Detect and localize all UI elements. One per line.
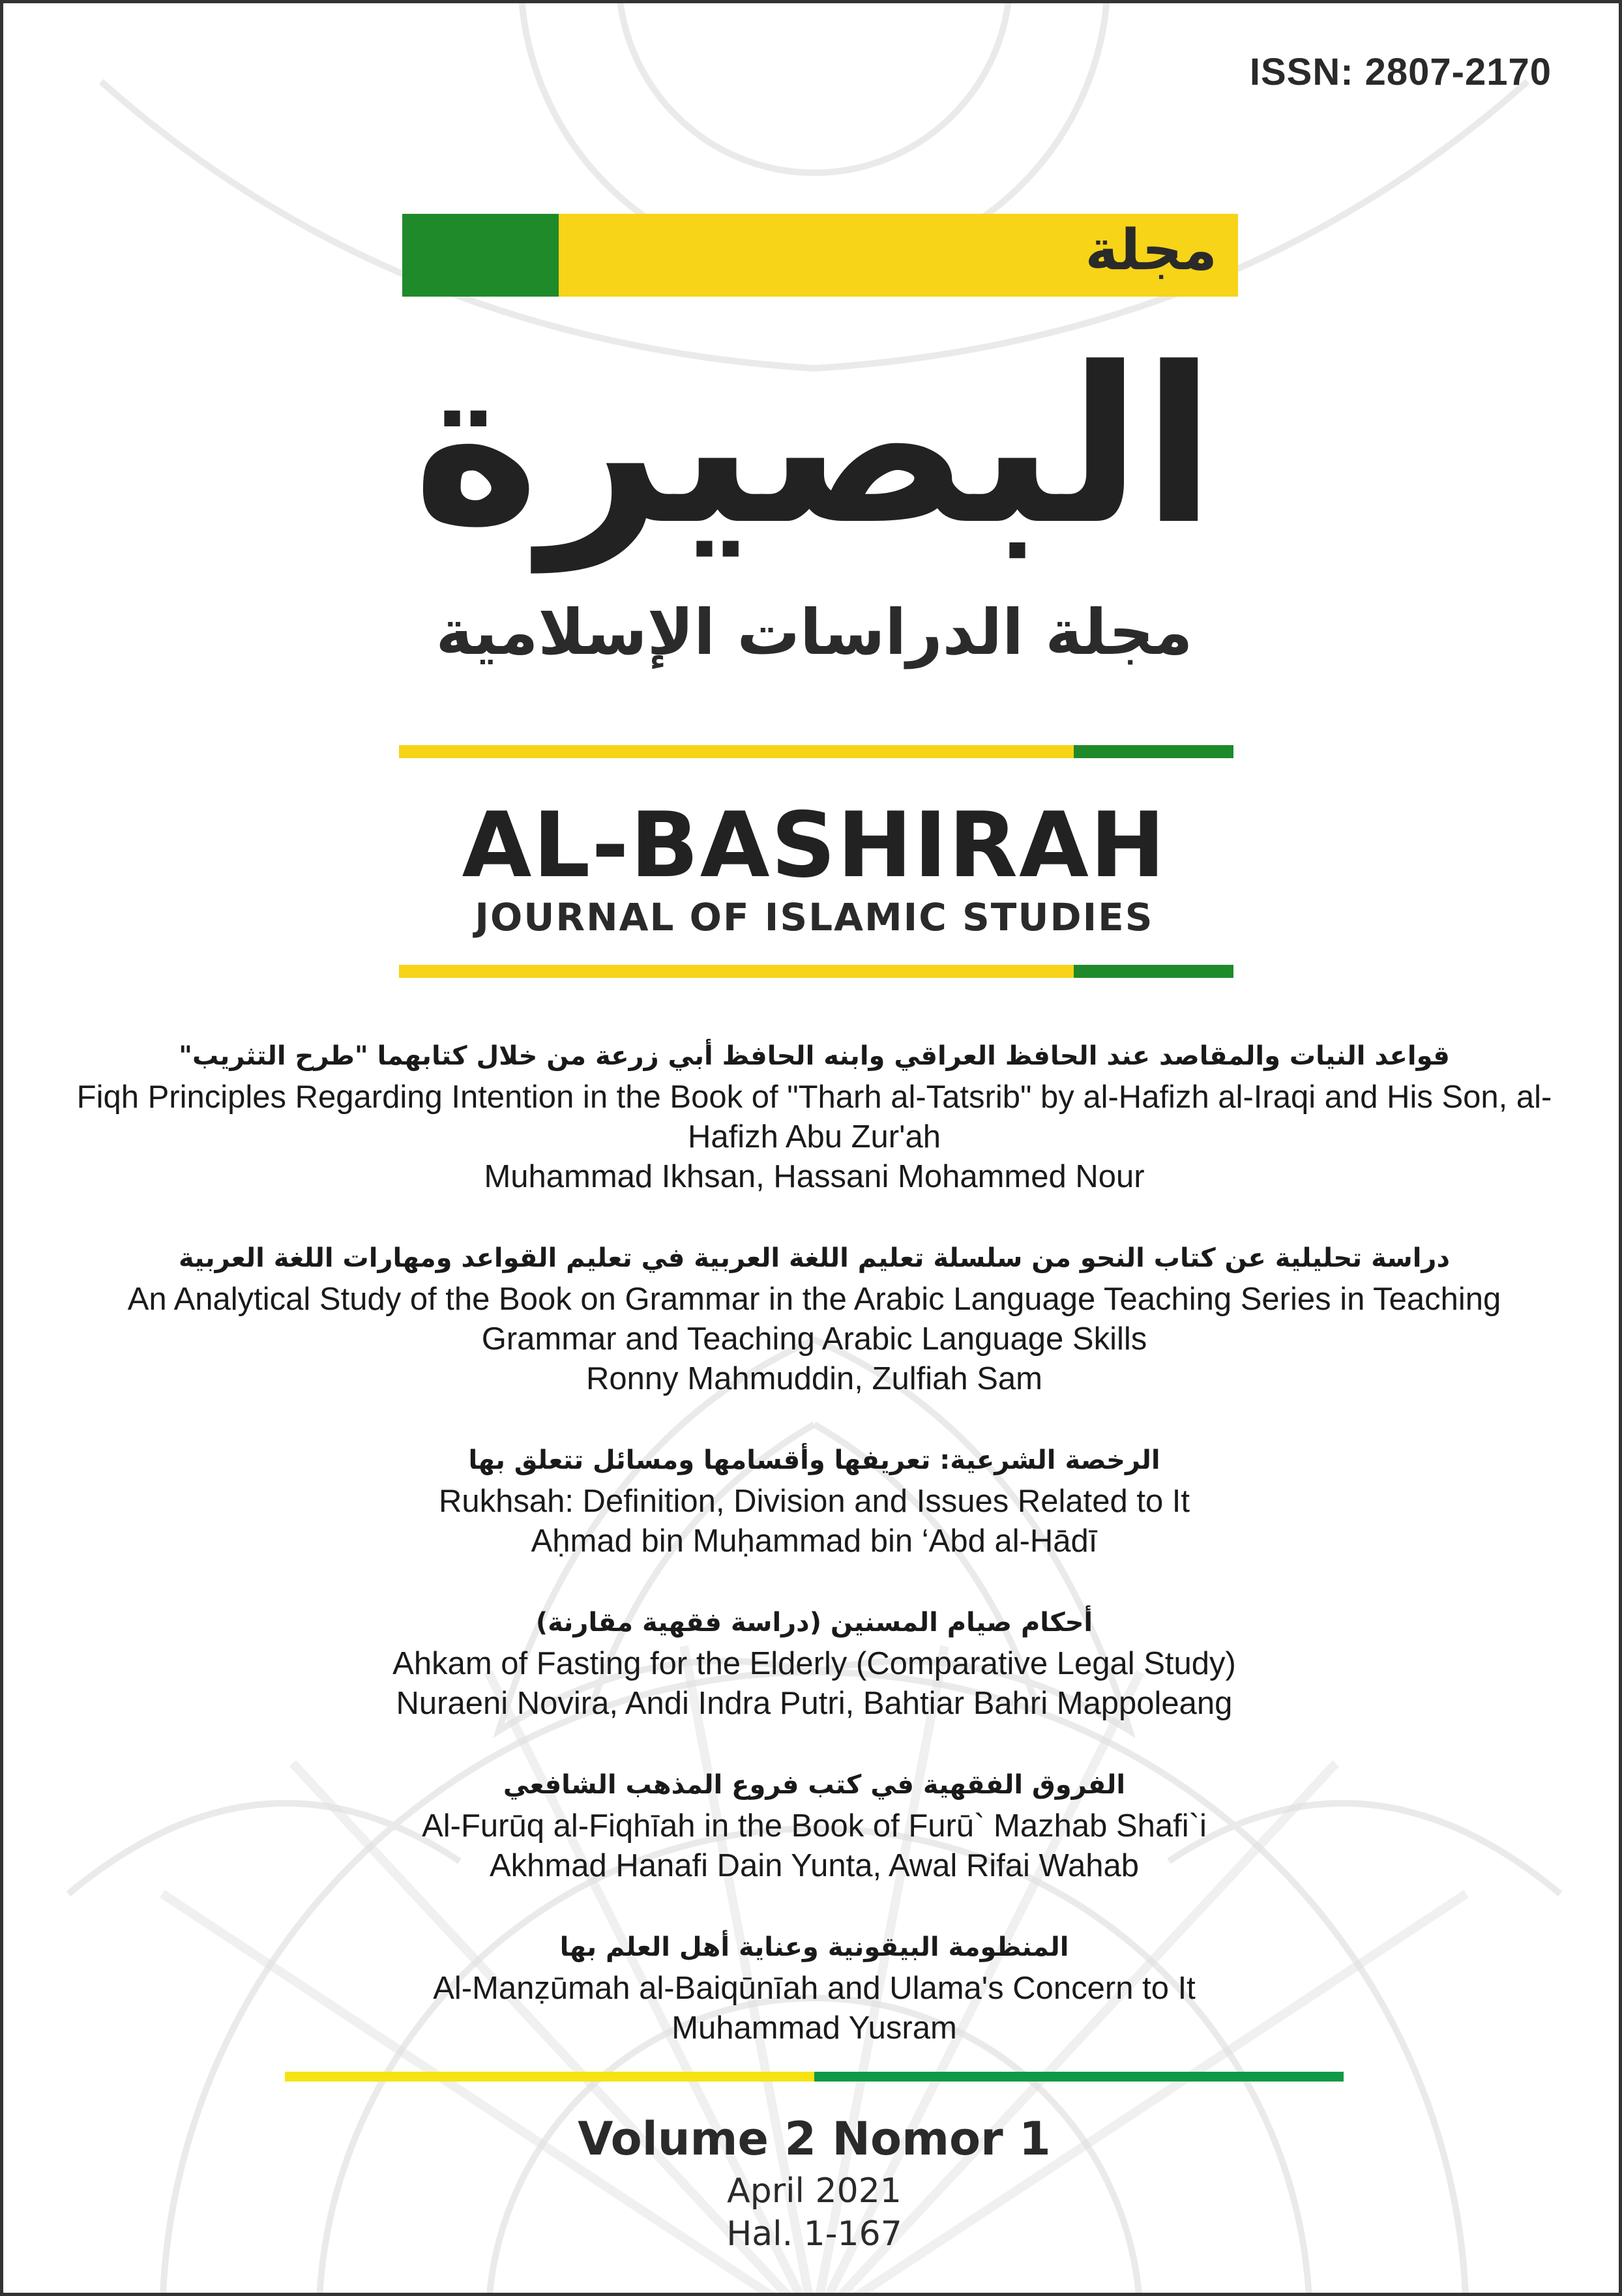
article-title-arabic: الرخصة الشرعية: تعريفها وأقسامها ومسائل تتعلق بها (468, 1445, 1160, 1475)
article-title-english: Al-Manẓūmah al-Baiqūnīah and Ulama's Concern to It (433, 1971, 1196, 2006)
journal-title-arabic: البصيرة (413, 321, 1216, 572)
issue-pages: Hal. 1-167 (726, 2215, 902, 2254)
article-title-arabic: أحكام صيام المسنين (دراسة فقهية مقارنة) (535, 1608, 1093, 1638)
article-title-english: Fiqh Principles Regarding Intention in the Book of "Tharh al-Tatsrib" by al-Hafizh al-Iraqi and His Son, al-Hafizh Abu Zur'ah (76, 1080, 1552, 1155)
article-authors: Muhammad Yusram (671, 2010, 957, 2046)
article-title-arabic: الفروق الفقهية في كتب فروع المذهب الشافعي (503, 1770, 1126, 1800)
article-authors: Ronny Mahmuddin, Zulfiah Sam (586, 1361, 1042, 1396)
journal-label-arabic: مجلة (1085, 218, 1217, 283)
article-authors: Nuraeni Novira, Andi Indra Putri, Bahtiar Bahri Mappoleang (396, 1686, 1233, 1721)
journal-subtitle-english: JOURNAL OF ISLAMIC STUDIES (475, 895, 1154, 939)
article-title-arabic: دراسة تحليلية عن كتاب النحو من سلسلة تعليم اللغة العربية في تعليم القواعد ومهارات اللغة العربية (179, 1243, 1450, 1273)
journal-subtitle-arabic: مجلة الدراسات الإسلامية (435, 596, 1193, 669)
divider-stripe-bottom (285, 2072, 1344, 2082)
logo-yellow-block (559, 214, 1238, 297)
article-title-english: Rukhsah: Definition, Division and Issues Related to It (438, 1484, 1190, 1519)
article-entry (68, 1601, 1560, 1724)
article-entry (68, 1439, 1560, 1561)
issn-number: ISSN: 2807-2170 (1249, 51, 1552, 93)
article-entry (68, 1926, 1560, 2048)
article-entry (68, 1763, 1560, 1886)
logo-green-block (402, 214, 559, 297)
logo-color-bar (402, 214, 1238, 297)
table-of-contents (68, 1035, 1560, 2088)
article-title-english: Ahkam of Fasting for the Elderly (Comparative Legal Study) (392, 1646, 1236, 1681)
divider-stripe-top (399, 745, 1233, 758)
article-title-arabic: قواعد النيات والمقاصد عند الحافظ العراقي وابنه الحافظ أبي زرعة من خلال كتابهما "طرح التثريب" (179, 1041, 1450, 1071)
article-title-english: Al-Furūq al-Fiqhīah in the Book of Furū` Mazhab Shafi`i (422, 1808, 1207, 1844)
article-authors: Akhmad Hanafi Dain Yunta, Awal Rifai Wahab (489, 1848, 1139, 1883)
article-authors: Muhammad Ikhsan, Hassani Mohammed Nour (484, 1159, 1145, 1194)
article-entry (68, 1237, 1560, 1399)
article-entry (68, 1035, 1560, 1197)
issue-volume: Volume 2 Nomor 1 (578, 2112, 1051, 2166)
article-title-english: An Analytical Study of the Book on Grammar in the Arabic Language Teaching Series in Teaching Grammar and Teaching Arabic Language Skills (127, 1282, 1501, 1357)
divider-stripe-middle (399, 965, 1233, 978)
issue-date: April 2021 (727, 2171, 902, 2211)
article-title-arabic: المنظومة البيقونية وعناية أهل العلم بها (559, 1932, 1069, 1962)
article-authors: Aḥmad bin Muḥammad bin ‘Abd al-Hādī (531, 1523, 1098, 1559)
journal-title-english: AL-BASHIRAH (462, 793, 1167, 898)
